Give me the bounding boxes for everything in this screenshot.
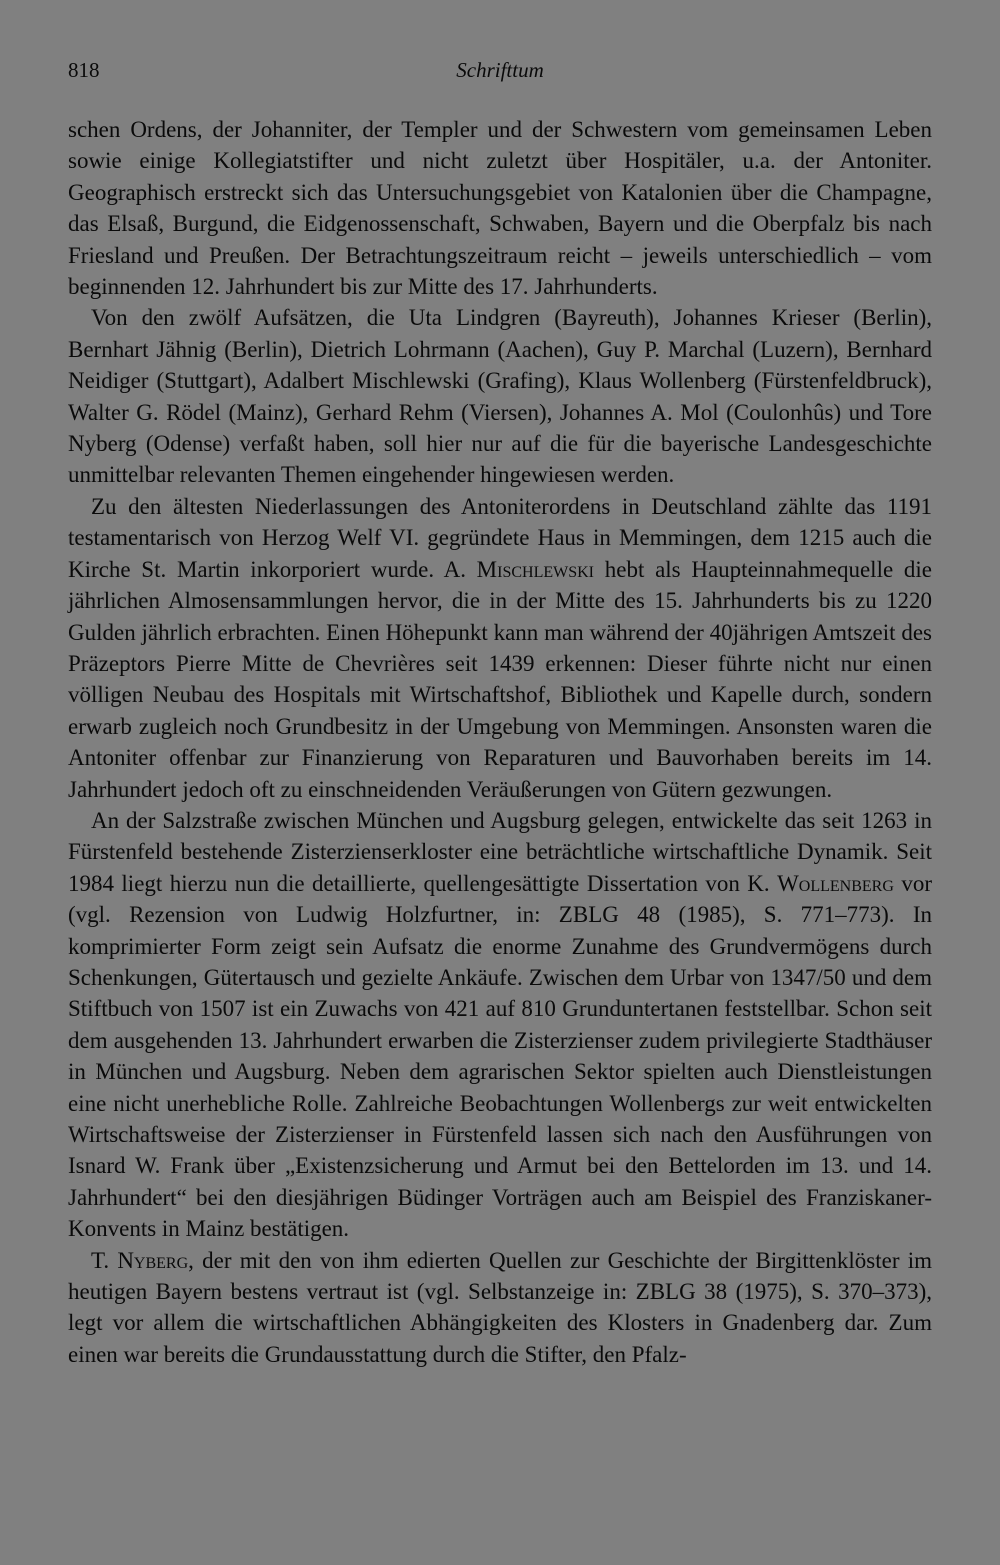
body-text	[68, 114, 932, 1370]
paragraph-3	[68, 491, 932, 805]
paragraph-3-text-start: Zu den ältesten Niederlassungen des Antoniterordens in Deutschland zählte das 1191 testamentarisch von Herzog Welf VI. gegründete Haus in Memmingen, dem 1215 auch die Kirche St. Martin inkorporiert wurde. A.	[68, 493, 932, 582]
paragraph-4-text-start: An der Salzstraße zwischen München und Augsburg gelegen, entwickelte das seit 1263 in Fürstenfeld bestehende Zisterzienserkloster eine beträchtliche wirtschaftliche Dynamik. Seit 1984 liegt hierzu nun die detaillierte, quellengesättigte Dissertation von K.	[68, 807, 932, 896]
paragraph-2: Von den zwölf Aufsätzen, die Uta Lindgren (Bayreuth), Johannes Krieser (Berlin), Bernhart Jähnig (Berlin), Dietrich Lohrmann (Aachen), Guy P. Marchal (Luzern), Bernhard Neidiger (Stuttgart), Adalbert Mischlewski (Grafing), Klaus Wollenberg (Fürstenfeldbruck), Walter G. Rödel (Mainz), Gerhard Rehm (Viersen), Johannes A. Mol (Coulonhûs) und Tore Nyberg (Odense) verfaßt haben, soll hier nur auf die für die bayerische Landesgeschichte unmittelbar relevanten Themen eingehender hingewiesen werden.	[68, 305, 932, 488]
paragraph-4	[68, 805, 932, 1245]
paragraph-3-text-end: hebt als Haupteinnahmequelle die jährlichen Almosensammlungen hervor, die in der Mitte des 15. Jahrhunderts bis zu 1220 Gulden jährlich erbrachten. Einen Höhepunkt kann man während der 40jährigen Amtszeit des Präzeptors Pierre Mitte de Chevrières seit 1439 erkennen: Dieser führte nicht nur einen völligen Neubau des Hospitals mit Wirtschaftshof, Bibliothek und Kapelle durch, sondern erwarb zugleich noch Grundbesitz in der Umgebung von Memmingen. Ansonsten waren die Antoniter offenbar zur Finanzierung von Reparaturen und Bauvorhaben bereits im 14. Jahrhundert jedoch oft zu einschneidenden Veräußerungen von Gütern gezwungen.	[68, 556, 932, 802]
paragraph-5-text-start: T.	[91, 1247, 118, 1273]
paragraph-5-text-end: , der mit den von ihm edierten Quellen zur Geschichte der Birgittenklöster im heutigen Bayern bestens vertraut ist (vgl. Selbstanzeige in: ZBLG 38 (1975), S. 370–373), legt vor allem die wirtschaftlichen Abhängigkeiten des Klosters in Gnadenberg dar. Zum einen war bereits die Grundausstattung durch die Stifter, den Pfalz-	[68, 1247, 933, 1367]
author-name-wollenberg: Wollenberg	[777, 870, 894, 896]
running-head: Schrifttum	[456, 58, 544, 82]
paragraph-4-text-end: vor (vgl. Rezension von Ludwig Holzfurtner, in: ZBLG 48 (1985), S. 771–773). In komprimierter Form zeigt sein Aufsatz die enorme Zunahme des Grundvermögens durch Schenkungen, Gütertausch und gezielte Ankäufe. Zwischen dem Urbar von 1347/50 und dem Stiftbuch von 1507 ist ein Zuwachs von 421 auf 810 Grunduntertanen feststellbar. Schon seit dem ausgehenden 13. Jahrhundert erwarben die Zisterzienser zudem privilegierte Stadthäuser in München und Augsburg. Neben dem agrarischen Sektor spielten auch Dienstleistungen eine nicht unerhebliche Rolle. Zahlreiche Beobachtungen Wollenbergs zur weit entwickelten Wirtschaftsweise der Zisterzienser in Fürstenfeld lassen sich nach den Ausführungen von Isnard W. Frank über „Existenzsicherung und Armut bei den Bettelorden im 13. und 14. Jahrhundert“ bei den diesjährigen Büdinger Vorträgen auch am Beispiel des Franziskaner-Konvents in Mainz bestätigen.	[68, 870, 932, 1242]
page-number: 818	[68, 58, 100, 82]
author-name-mischlewski: Mischlewski	[476, 556, 595, 582]
author-name-nyberg: Nyberg	[117, 1247, 189, 1273]
paragraph-1: schen Ordens, der Johanniter, der Templer und der Schwestern vom gemeinsamen Leben sowie einige Kollegiatstifter und nicht zuletzt über Hospitäler, u.a. der Antoniter. Geographisch erstreckt sich das Untersuchungsgebiet von Katalonien über die Champagne, das Elsaß, Burgund, die Eidgenossenschaft, Schwaben, Bayern und die Oberpfalz bis nach Friesland und Preußen. Der Betrachtungszeitraum reicht – jeweils unterschiedlich – vom beginnenden 12. Jahrhundert bis zur Mitte des 17. Jahrhunderts.	[68, 117, 932, 300]
paragraph-5	[68, 1245, 932, 1371]
page-header	[68, 58, 932, 88]
